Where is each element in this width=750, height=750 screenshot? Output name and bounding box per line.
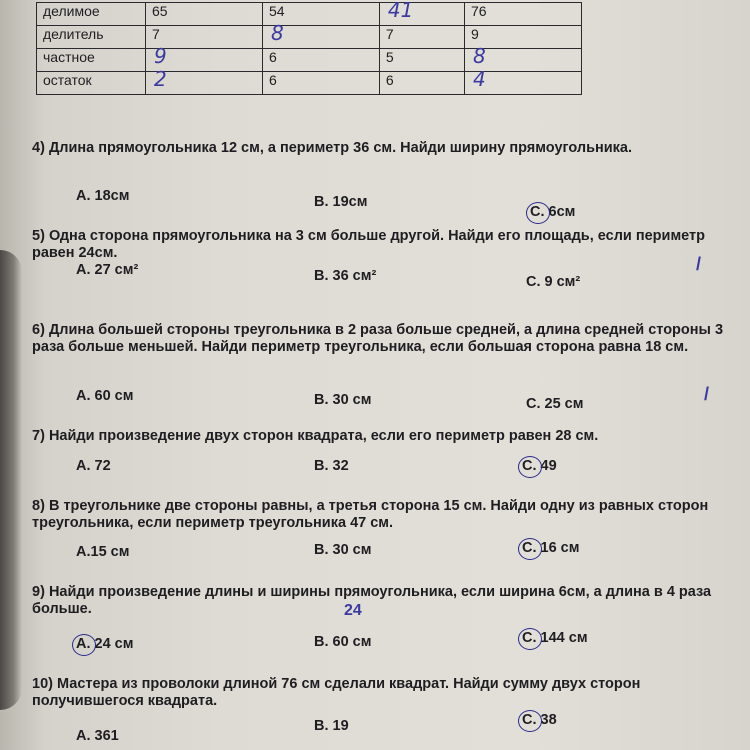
task-text: Длина большей стороны треугольника в 2 раза больше средней, а длина средней стороны 3 раза больше меньшей. Найди периметр треугольника, если большая сторона равна 18 см. <box>32 322 724 355</box>
table-cell: 54 <box>262 3 379 26</box>
table-row-label: остаток <box>37 72 146 95</box>
option-c: С. 38 <box>522 712 557 729</box>
option-a: А.15 см <box>76 544 130 560</box>
table-cell: 5 <box>379 49 464 72</box>
check-mark-icon: / <box>696 254 702 274</box>
check-mark-icon: / <box>704 384 710 404</box>
task-text: В треугольнике две стороны равны, а третья сторона 15 см. Найди одну из равных сторон треугольника, если периметр треугольника 47 см. <box>32 498 709 531</box>
task-10 <box>32 676 744 744</box>
answer-circle <box>526 202 550 224</box>
task-text: Мастера из проволоки длиной 76 см сделали квадрат. Найди сумму двух сторон получившегося квадрата. <box>32 676 641 709</box>
division-table <box>36 2 582 95</box>
task-number: 6) <box>32 322 45 338</box>
handwritten-answer: 8 <box>270 21 284 45</box>
table-row <box>37 26 582 49</box>
task-number: 10) <box>32 676 53 692</box>
table-cell: 9 <box>465 26 582 49</box>
table-cell: 6 <box>262 72 379 95</box>
table-cell <box>146 67 263 95</box>
task-text: Длина прямоугольника 12 см, а периметр 36 см. Найди ширину прямоугольника. <box>48 140 633 156</box>
table-cell: 76 <box>465 3 582 26</box>
option-b: В. 32 <box>314 458 349 474</box>
handwritten-answer: 2 <box>154 67 167 91</box>
option-a: А. 361 <box>76 728 119 744</box>
task-text: Одна сторона прямоугольника на 3 см больше другой. Найди его площадь, если периметр равен 24см. <box>32 228 705 261</box>
option-b: В. 19см <box>314 194 368 210</box>
table-row <box>37 49 582 72</box>
option-a: А. 27 см² <box>76 262 139 278</box>
task-9 <box>32 584 744 652</box>
handwritten-answer: 4 <box>473 67 486 91</box>
table-cell: 6 <box>262 49 379 72</box>
option-c: С. 49 <box>522 458 557 475</box>
task-8 <box>32 498 744 560</box>
table-cell: 6 <box>379 72 464 95</box>
task-text: Найди произведение двух сторон квадрата, если его периметр равен 28 см. <box>48 428 599 444</box>
table-cell: 7 <box>379 26 464 49</box>
table-cell <box>465 67 582 95</box>
task-number: 7) <box>32 428 45 444</box>
option-c: С. 9 см² <box>526 274 581 290</box>
table-cell: 65 <box>146 3 263 26</box>
option-b: В. 19 <box>314 718 349 734</box>
task-text: Найди произведение длины и ширины прямоугольника, если ширина 6см, а длина в 4 раза больше. <box>32 584 712 617</box>
task-number: 5) <box>32 228 45 244</box>
handwritten-answer: 9 <box>154 44 167 68</box>
handwritten-answer: 41 <box>387 0 414 22</box>
option-b: В. 36 см² <box>314 268 377 284</box>
handwritten-note: 24 <box>344 602 362 619</box>
answer-circle <box>72 634 96 656</box>
table-cell <box>262 21 379 49</box>
answer-circle <box>518 710 542 732</box>
table-cell: 7 <box>146 26 263 49</box>
task-4 <box>32 140 744 220</box>
task-number: 8) <box>32 498 45 514</box>
table-row-label: делимое <box>37 3 146 26</box>
option-b: В. 30 см <box>314 542 372 558</box>
task-5 <box>32 228 744 290</box>
task-7 <box>32 428 744 474</box>
option-b: В. 60 см <box>314 634 372 650</box>
answer-circle <box>518 538 542 560</box>
table-cell <box>379 0 464 26</box>
handwritten-answer: 8 <box>473 44 486 68</box>
table-row-label: частное <box>37 49 146 72</box>
table-row <box>37 3 582 26</box>
answer-circle <box>518 456 542 478</box>
option-c: С. 6см <box>530 204 575 221</box>
option-c: С. 144 см <box>522 630 588 647</box>
task-number: 9) <box>32 584 45 600</box>
answer-circle <box>518 628 542 650</box>
task-6 <box>32 322 744 412</box>
option-c: С. 16 см <box>522 540 579 557</box>
table-row-label: делитель <box>37 26 146 49</box>
option-a: А. 60 см <box>76 388 134 404</box>
option-c: С. 25 см <box>526 396 584 412</box>
option-a: А. 18см <box>76 188 130 204</box>
page-shadow-edge <box>0 250 22 710</box>
option-a: А. 72 <box>76 458 111 474</box>
option-a: А. 24 см <box>76 636 133 653</box>
option-b: В. 30 см <box>314 392 372 408</box>
task-number: 4) <box>32 140 45 156</box>
table-row <box>37 72 582 95</box>
